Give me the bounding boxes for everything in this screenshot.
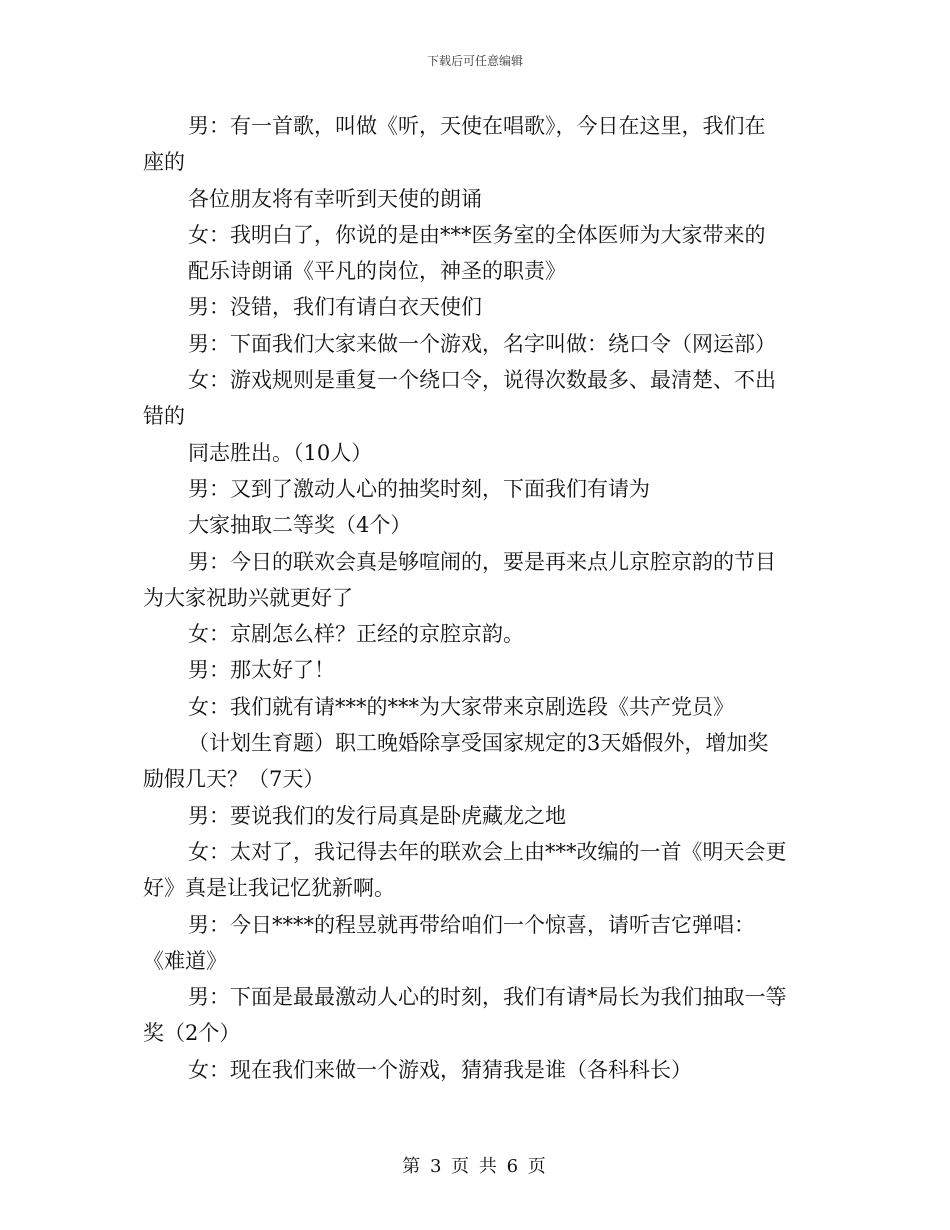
text-line: 各位朋友将有幸听到天使的朗诵 [188,186,482,211]
text-line: 男：今日****的程昱就再带给咱们一个惊喜，请听吉它弹唱： [188,912,755,937]
text-line: 好》真是让我记忆犹新啊。 [143,876,395,901]
text-line: 为大家祝助兴就更好了 [143,585,353,610]
page-header: 下载后可任意编辑 [426,54,523,68]
text-line: 男：今日的联欢会真是够喧闹的，要是再来点儿京腔京韵的节目 [188,549,776,574]
text-line: 座的 [143,150,185,175]
text-line: （计划生育题）职工晚婚除享受国家规定的3天婚假外，增加奖 [188,731,769,756]
text-line: 男：有一首歌，叫做《听，天使在唱歌》，今日在这里，我们在 [188,114,766,138]
text-line: 励假几天？（7天） [143,767,325,792]
text-line: 女：太对了，我记得去年的联欢会上由***改编的一首《明天会更 [188,839,787,864]
text-line: 女：京剧怎么样？正经的京腔京韵。 [188,622,524,647]
text-line: 男：下面是最最激动人心的时刻，我们有请*局长为我们抽取一等 [188,985,787,1010]
text-line: 奖（2个） [143,1021,241,1046]
text-line: 女：现在我们来做一个游戏，猜猜我是谁（各科科长） [188,1057,692,1082]
text-line: 错的 [143,404,185,429]
text-line: 男：下面我们大家来做一个游戏，名字叫做：绕口令（网运部） [188,331,776,356]
text-line: 《难道》 [143,948,227,973]
text-line: 大家抽取二等奖（4个） [188,513,412,538]
text-line: 女：游戏规则是重复一个绕口令，说得次数最多、最清楚、不出 [188,368,776,393]
text-line: 女：我明白了，你说的是由***医务室的全体医师为大家带来的 [188,222,766,247]
page-footer: 第 3 页 共 6 页 [402,1156,548,1177]
text-line: 配乐诗朗诵《平凡的岗位，神圣的职责》 [188,259,566,284]
text-line: 男：没错，我们有请白衣天使们 [188,295,482,320]
text-line: 男：又到了激动人心的抽奖时刻，下面我们有请为 [188,476,650,501]
text-line: 男：要说我们的发行局真是卧虎藏龙之地 [188,803,566,828]
text-line: 同志胜出。（10人） [188,440,373,465]
text-line: 女：我们就有请***的***为大家带来京剧选段《共产党员》 [188,694,734,719]
document-body [143,108,813,1088]
text-line: 男：那太好了！ [188,658,335,683]
